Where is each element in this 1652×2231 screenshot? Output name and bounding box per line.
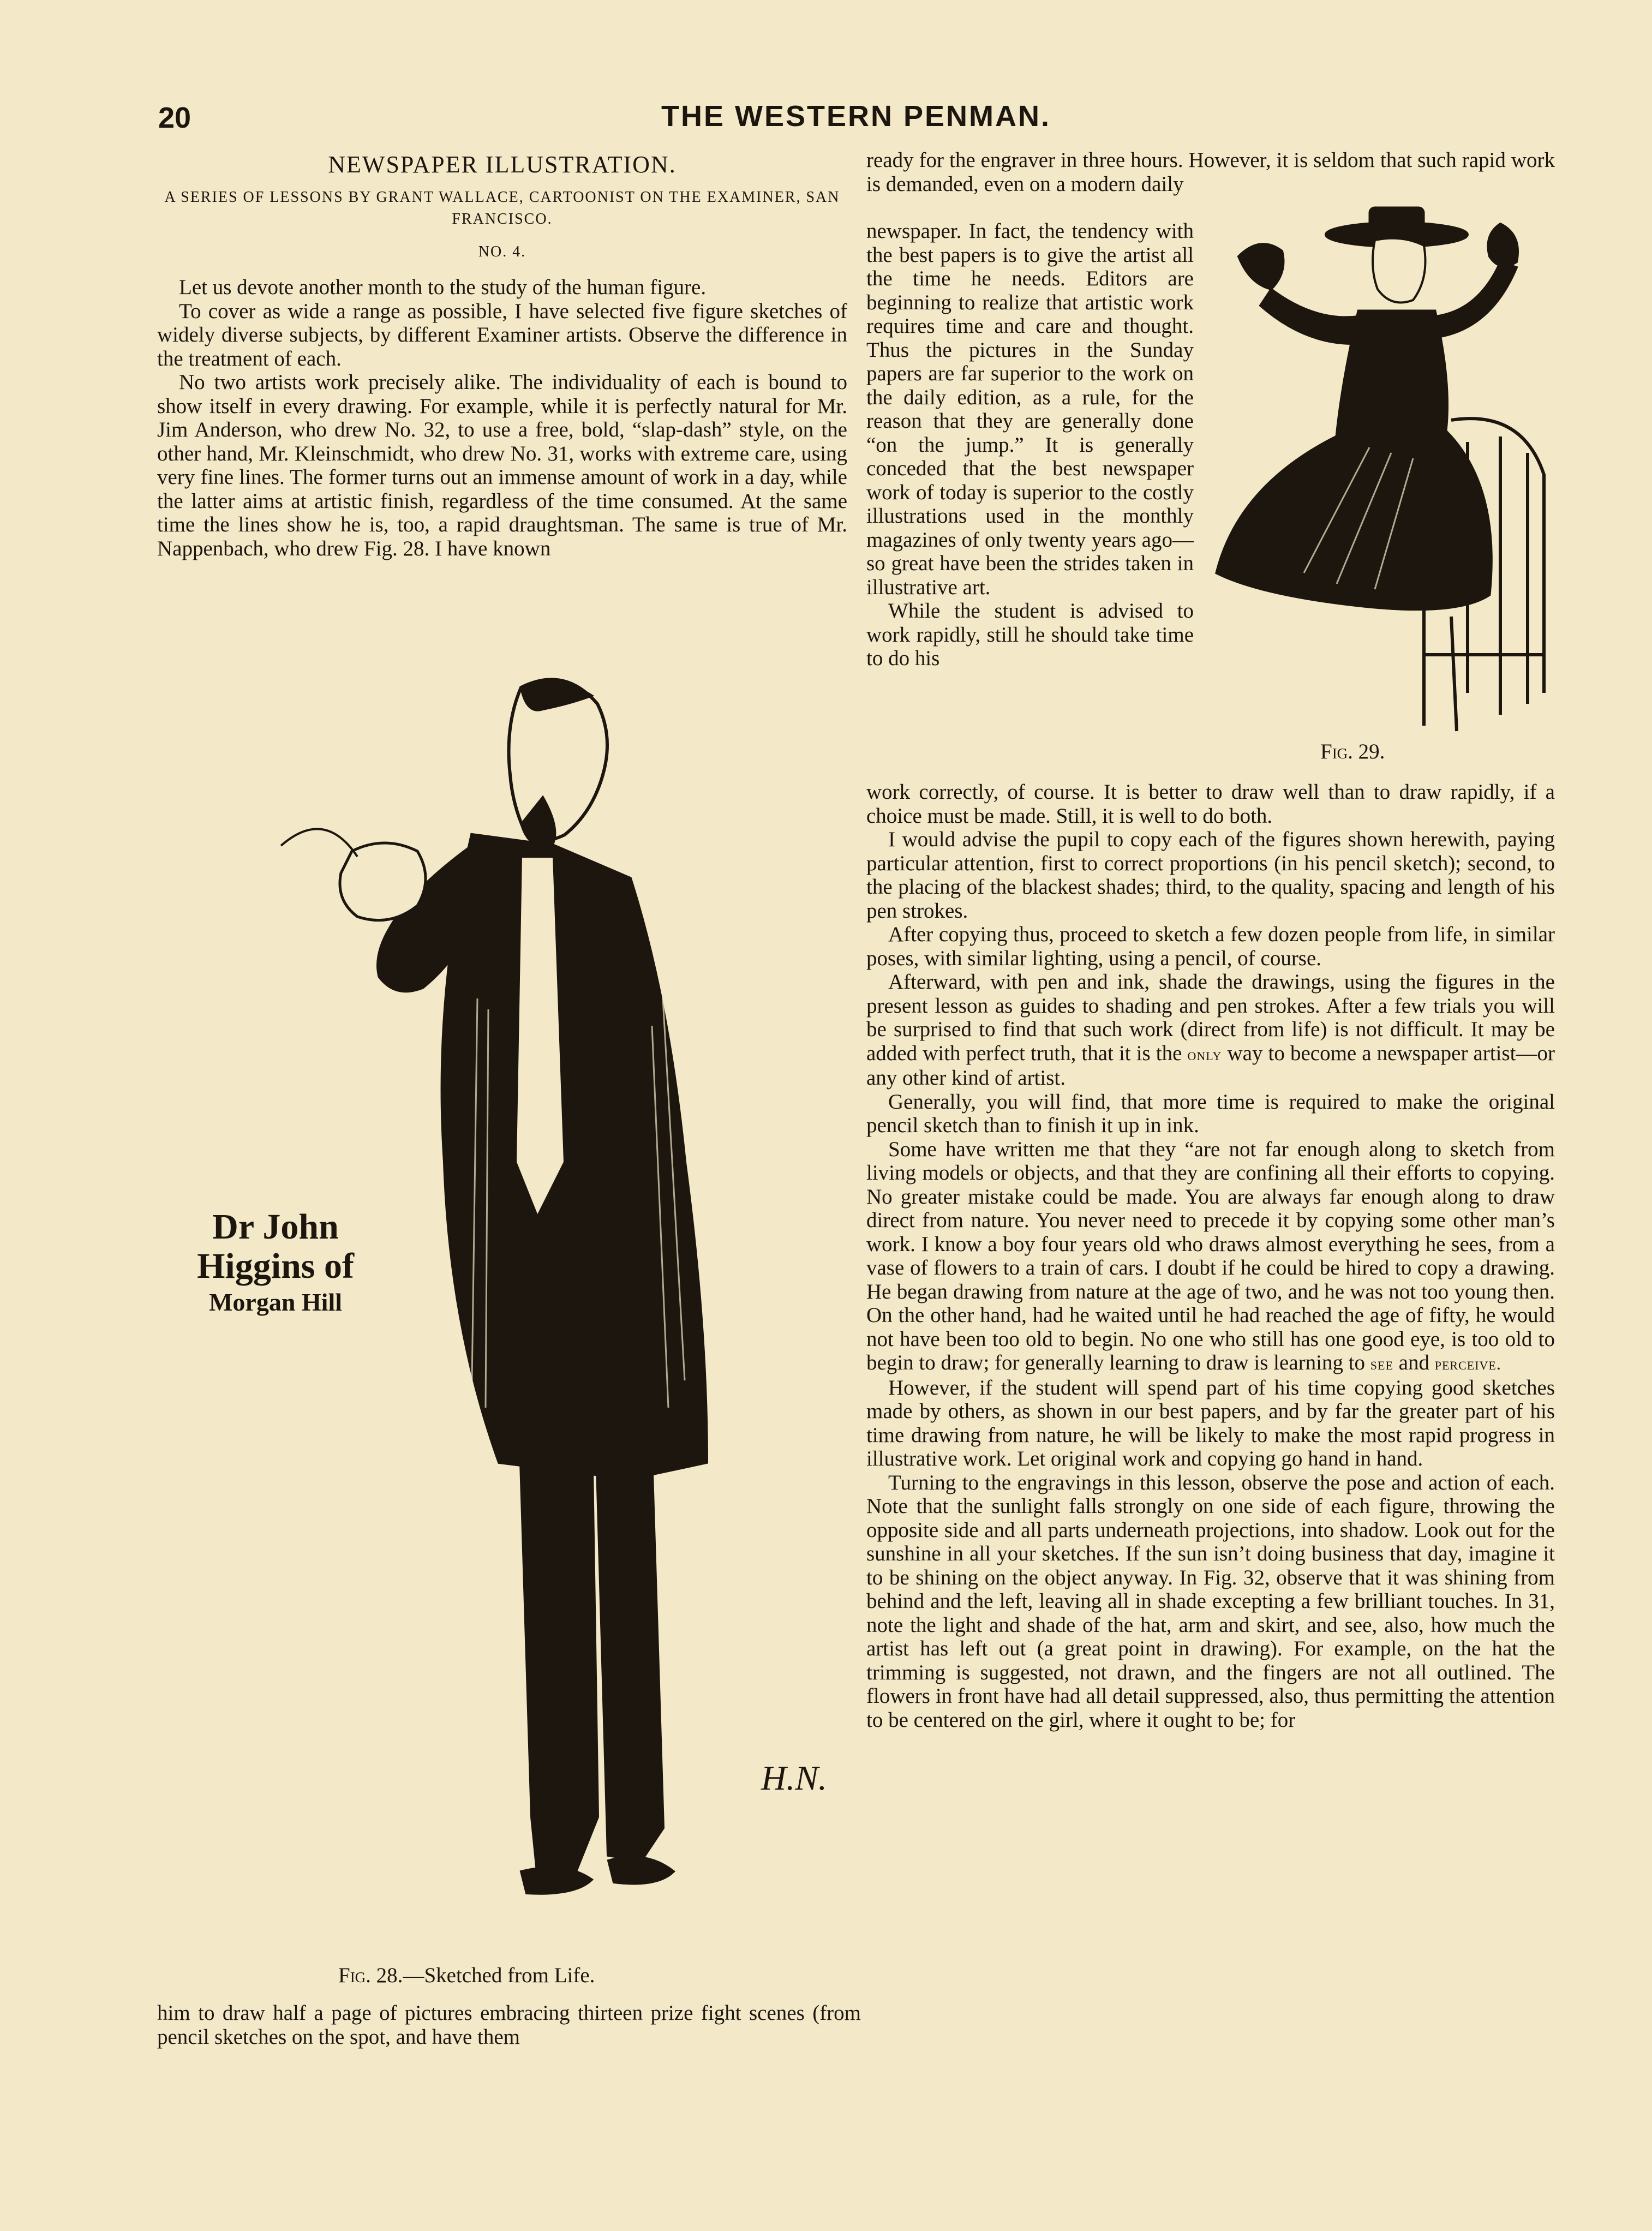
right-column-narrow (866, 219, 1194, 671)
paragraph: Generally, you will find, that more time is required to make the original pencil sketch than to finish it up in ink. (866, 1090, 1555, 1137)
text-span: Some have written me that they “are not far enough along to sketch from living models or objects, and that they are confining all their efforts to copying. No greater mistake could be made. You are always far enough along to draw direct from nature. You never need to precede it by copying some other man’s work. I know a boy four years old who draws almost everything he sees, from a vase of flowers to a train of cars. I doubt if he could be hired to copy a drawing. He began drawing from nature at the age of two, and he was not too young then. On the other hand, had he waited until he had reached the age of fifty, he would not have been too old to begin. No one who still has one good eye, is too old to begin to draw; for generally learning to draw is learning to (866, 1137, 1555, 1374)
paragraph: However, if the student will spend part of his time copying good sketches made by others, as shown in our best papers, and by far the greater part of his time drawing from nature, he will be likely to make the most rapid progress in illustrative work. Let original work and copying go hand in hand. (866, 1375, 1555, 1470)
small-caps-word: perceive. (1434, 1354, 1501, 1373)
fig-28-caption-text: —Sketched from Life. (403, 1964, 595, 1987)
paragraph (866, 1138, 1555, 1376)
right-column-top (866, 148, 1555, 196)
paragraph: Turning to the engravings in this lesson, observe the pose and action of each. Note that the sunlight falls strongly on one side of each figure, throwing the opposite side and all parts underneath projections, into shadow. Look out for the sunshine in all your sketches. If the sun isn’t doing business that day, imagine it to be shining on the object anyway. In Fig. 32, observe that it was shining from behind and the left, leaving all in shade excepting a few brilliant touches. In 31, note the light and shade of the hat, arm and skirt, and see, also, how much the artist has left out (a great point in drawing). For example, on the hat the trimming is suggested, not drawn, and the fingers are not all outlined. The flowers in front have had all detail suppressed, also, thus permitting the attention to be centered on the girl, where it ought to be; for (866, 1470, 1555, 1732)
paragraph: work correctly, of course. It is better to draw well than to draw rapidly, if a choice must be made. Still, it is well to do both. (866, 780, 1555, 828)
article-byline: A SERIES OF LESSONS BY GRANT WALLACE, CARTOONIST ON THE EXAMINER, SAN FRANCISCO. (164, 188, 840, 228)
fig-28-illustration (197, 671, 827, 1953)
lesson-number: NO. 4. (478, 243, 526, 260)
fig-28-label-line3: Morgan Hill (208, 1288, 343, 1316)
article-title: NEWSPAPER ILLUSTRATION. (328, 151, 677, 178)
left-column (157, 153, 847, 560)
small-caps-word: only (1187, 1044, 1222, 1064)
paragraph: Let us devote another month to the study of the human figure. (179, 276, 707, 299)
paragraph: him to draw half a page of pictures embracing thirteen prize fight scenes (from pencil sketches on the spot, and have them (157, 2001, 861, 2049)
paragraph: To cover as wide a range as possible, I have selected five figure sketches of widely diverse subjects, by different Examiner artists. Observe the difference in the treatment of each. (157, 299, 847, 370)
page-number: 20 (158, 101, 191, 134)
text-span: way to become a newspaper artist—or any other kind of artist. (866, 1041, 1555, 1090)
fig-28-label-line1: Dr John (212, 1207, 339, 1247)
fig-29-caption-label: Fig. 29. (1320, 740, 1385, 763)
paragraph (866, 970, 1555, 1090)
fig-28-caption (338, 1963, 595, 1988)
paragraph: No two artists work precisely alike. The individuality of each is bound to show itself in every drawing. For example, while it is perfectly natural for Mr. Jim Anderson, who drew No. 32, to use a free, bold, “slap-dash” style, on the other hand, Mr. Kleinschmidt, who drew No. 31, works with extreme care, using very fine lines. The former turns out an immense amount of work in a day, while the latter aims at artistic finish, regardless of the time consumed. At the same time the lines show he is, too, a rapid draughtsman. The same is true of Mr. Nappenbach, who drew Fig. 28. I have known (157, 370, 847, 560)
small-caps-word: see (1370, 1354, 1393, 1373)
paragraph: I would advise the pupil to copy each of the figures shown herewith, paying particular attention, first to correct proportions (in his pencil sketch); second, to the placing of the blackest shades; third, to the quality, spacing and length of his pen strokes. (866, 828, 1555, 923)
right-column-wide (866, 780, 1555, 1732)
text-span: Afterward, with pen and ink, shade the drawings, using the figures in the present lesson as guides to shading and pen strokes. After a few trials you will be surprised to find that such work (direct from life) is not difficult. It may be added with perfect truth, that it is the (866, 970, 1555, 1065)
paragraph: newspaper. In fact, the tendency with the best papers is to give the artist all the time he needs. Editors are beginning to realize that artistic work requires time and care and thought. Thus the pictures in the Sunday papers are far superior to the work on the daily edition, as a rule, for the reason that they are generally done “on the jump.” It is generally conceded that the best newspaper work of today is superior to the costly illustrations used in the monthly magazines of only twenty years ago—so great have been the strides taken in illustrative art. (866, 219, 1194, 599)
paragraph: ready for the engraver in three hours. However, it is seldom that such rapid work is demanded, even on a modern daily (866, 148, 1555, 196)
fig-29-caption (1320, 739, 1385, 764)
fig-28-caption-label: Fig. 28. (338, 1964, 403, 1987)
paragraph: After copying thus, proceed to sketch a few dozen people from life, in similar poses, with similar lighting, using a pencil, of course. (866, 923, 1555, 970)
left-column-bottom (157, 2001, 861, 2049)
fig-29-illustration (1195, 202, 1566, 737)
fig-28-signature: H.N. (761, 1759, 827, 1797)
running-head: THE WESTERN PENMAN. (661, 100, 1051, 133)
paragraph: While the student is advised to work rapidly, still he should take time to do his (866, 599, 1194, 670)
text-span: and (1398, 1351, 1429, 1374)
fig-28-label-line2: Higgins of (197, 1246, 354, 1286)
